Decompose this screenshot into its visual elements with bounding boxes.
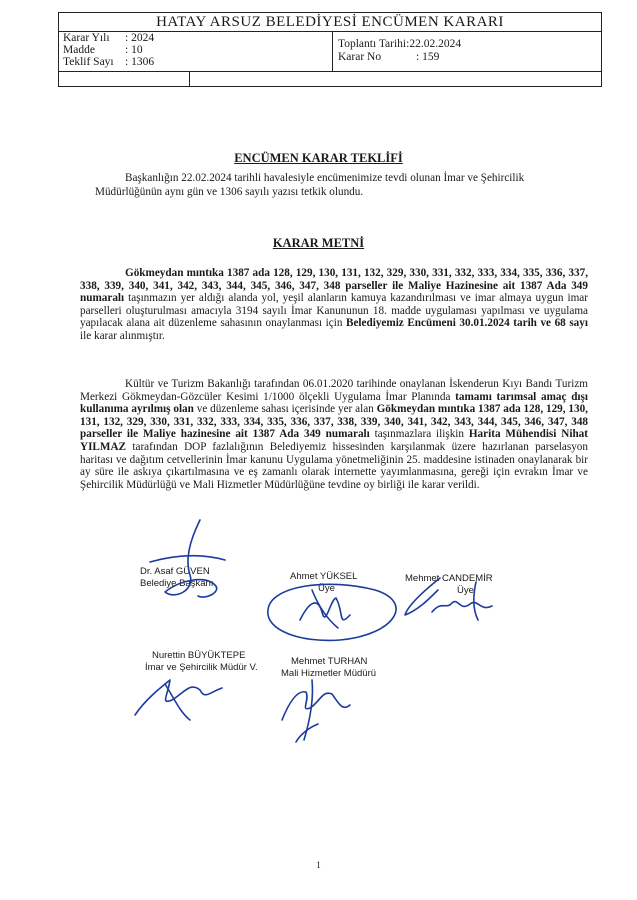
signer-2-name: Ahmet YÜKSEL: [290, 571, 358, 582]
signer-3-title: Üye: [457, 585, 474, 596]
signer-1-title: Belediye Başkanı: [140, 578, 214, 589]
signature-5-stroke: [282, 692, 350, 720]
madde-label: Madde: [63, 44, 95, 56]
signer-5-name: Mehmet TURHAN: [291, 656, 368, 667]
page-number: 1: [316, 860, 321, 870]
p1-bold-parcels: Gökmeydan mıntıka 1387 ada 128, 129, 130, 131, 132, 329, 330, 331, 332, 333, 334, 335, 336, 337, 338, 339, 340, 341, 342, 343, 344, 345, 346, 347, 348 parseller ile Maliye Hazinesine ait 1387 Ada 349 numaralı: [80, 267, 588, 305]
signature-1-stroke: [165, 520, 217, 597]
signature-2-stroke: [268, 584, 396, 640]
p1-text: taşınmazın yer aldığı alanda yol, yeşil alanların kamuya kazandırılması ve imar almaya uygun imar parselleri oluşturulması amacıyla 3194 sayılı İmar Kanununun 18. madde uygulaması yapılması ve uygulama yapılacak alana ait düzenleme sahasının onaylanması için: [80, 292, 588, 330]
signer-2-title: Üye: [318, 583, 335, 594]
p2-text-b: ve düzenleme sahası içerisinde yer alan: [193, 403, 377, 416]
karar-yili-value: : 2024: [125, 32, 155, 44]
signer-4-title: İmar ve Şehircilik Müdür V.: [145, 662, 258, 673]
teklif-line-2: Müdürlüğünün aynı gün ve 1306 sayılı yazısı tetkik olundu.: [95, 186, 364, 198]
karar-no-value: : 159: [416, 51, 440, 63]
document-title: HATAY ARSUZ BELEDİYESİ ENCÜMEN KARARI: [156, 14, 504, 30]
signature-3-stroke-b: [432, 602, 492, 612]
p2-text-a: Kültür ve Turizm Bakanlığı tarafından 06.01.2020 tarihinde onaylanan İskenderun Kıyı Bandı Turizm Merkezi Gökmeydan-Gözcüler Kesimi 1/1000 ölçekli Uygulama İmar Planında: [80, 378, 588, 403]
teklif-sayi-value: : 1306: [125, 56, 155, 68]
teklif-line-1: Başkanlığın 22.02.2024 tarihli havalesiyle encümenimize tevdi olunan İmar ve Şehircilik: [125, 172, 525, 184]
signature-4-stroke: [135, 680, 222, 715]
p2-bold-agri: tamamı tarımsal amaç dışı kullanıma ayrılmış olan: [80, 390, 588, 416]
signer-1-name: Dr. Asaf GÜVEN: [140, 566, 210, 577]
p2-text-c: taşınmazlara ilişkin: [369, 428, 469, 441]
signature-3-stroke-c: [474, 582, 478, 620]
signer-3-name: Mehmet CANDEMİR: [405, 573, 493, 584]
p2-text-d: tarafından DOP fazlalığının Belediyemiz hissesinden karşılanmak üzere hazırlanan parselasyon haritası ve dağıtım cetvellerinin İmar kanunu Uygulama yönetmeliğinin 25. maddesine istinaden onaylanarak bir ay süre ile askıya çıkartılmasına ve eş zamanlı olarak internette yayımlanmasına, gereği için evrakın İmar ve Şehircilik Müdürlüğü ve Mali Hizmetler Müdürlüğüne tevdine oy birliği ile karar verildi.: [80, 440, 588, 491]
karar-no-label: Karar No: [338, 51, 382, 63]
p1-bold-decision: Belediyemiz Encümeni 30.01.2024 tarih ve 68 sayı: [345, 317, 588, 330]
toplanti-tarihi: Toplantı Tarihi:22.02.2024: [338, 38, 462, 50]
p2-bold-engineer: Harita Mühendisi Nihat YILMAZ: [80, 428, 588, 453]
signature-2-stroke-b: [300, 598, 350, 620]
teklif-sayi-label: Teklif Sayı: [63, 56, 114, 68]
karar-heading: KARAR METNİ: [272, 236, 365, 250]
signature-2-stroke-c: [312, 590, 338, 628]
p2-bold-parcels: Gökmeydan mıntıka 1387 ada 128, 129, 130, 131, 132, 329, 330, 331, 332, 333, 334, 335, 336, 337, 338, 339, 340, 341, 342, 343, 344, 345, 346, 347, 348 parseller ile Maliye hazinesine ait 1387 Ada 349 numaralı: [80, 403, 588, 441]
madde-value: : 10: [125, 44, 143, 56]
teklif-heading: ENCÜMEN KARAR TEKLİFİ: [234, 151, 403, 165]
karar-yili-label: Karar Yılı: [63, 32, 110, 44]
signer-4-name: Nurettin BÜYÜKTEPE: [152, 650, 246, 661]
p1-end: ile karar alınmıştır.: [80, 329, 165, 342]
signer-5-title: Mali Hizmetler Müdürü: [281, 668, 377, 679]
